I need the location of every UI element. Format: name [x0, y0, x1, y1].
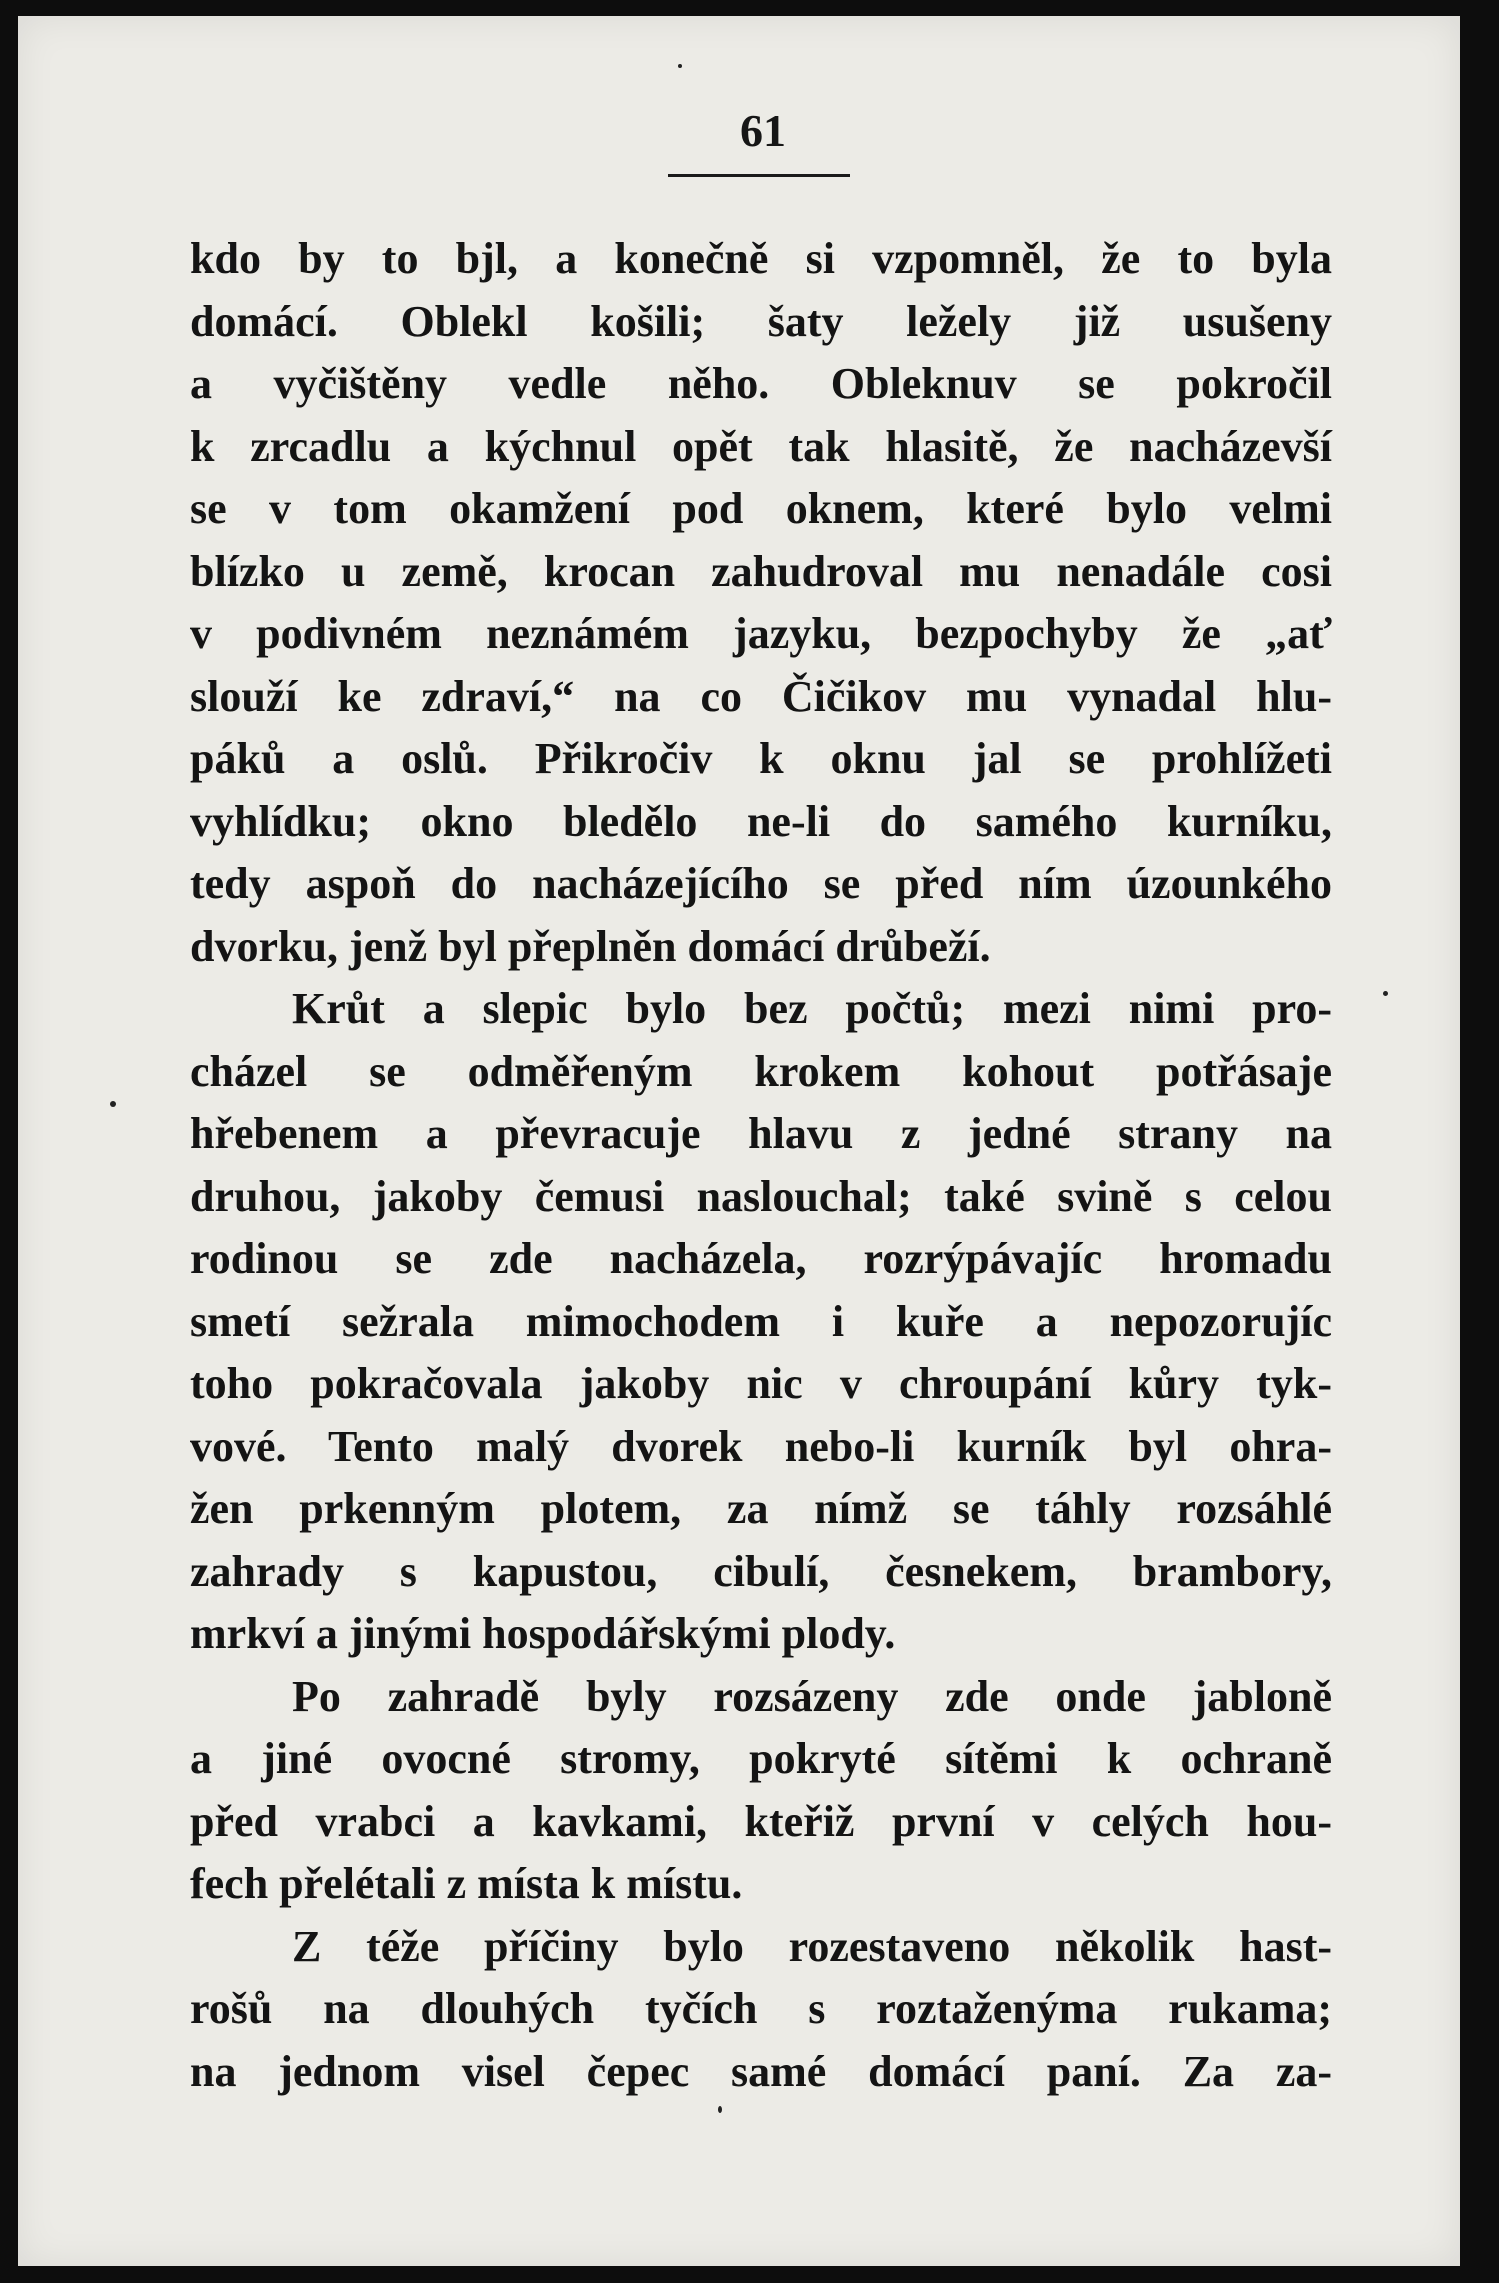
- text-line: zahrady s kapustou, cibulí, česnekem, brambory,: [190, 1546, 1332, 1596]
- text-line: slouží ke zdraví,“ na co Čičikov mu vynadal hlu-: [190, 671, 1332, 721]
- scan-speck: [110, 1101, 116, 1107]
- text-line: Z téže příčiny bylo rozestaveno několik hast-: [292, 1921, 1332, 1971]
- text-line: vyhlídku; okno bledělo ne-li do samého kurníku,: [190, 796, 1332, 846]
- text-line: páků a oslů. Přikročiv k oknu jal se prohlížeti: [190, 734, 1332, 783]
- paragraph-1: [190, 228, 1332, 978]
- text-line: v podivném neznámém jazyku, bezpochyby že „ať: [190, 609, 1332, 658]
- text-line: a jiné ovocné stromy, pokryté sítěmi k ochraně: [190, 1734, 1332, 1783]
- text-line: vové. Tento malý dvorek nebo-li kurník byl ohra-: [190, 1421, 1332, 1471]
- paragraph-3: [190, 1666, 1332, 1916]
- text-line: fech přelétali z místa k místu.: [190, 1859, 743, 1908]
- text-line: toho pokračovala jakoby nic v chroupání kůry tyk-: [190, 1359, 1332, 1408]
- text-line: Krůt a slepic bylo bez počtů; mezi nimi pro-: [292, 984, 1332, 1033]
- text-line: smetí sežrala mimochodem i kuře a nepozorujíc: [190, 1296, 1332, 1346]
- text-line: domácí. Oblekl košili; šaty ležely již usušeny: [190, 296, 1332, 346]
- text-line: mrkví a jinými hospodářskými plody.: [190, 1609, 896, 1658]
- text-line: se v tom okamžení pod oknem, které bylo velmi: [190, 484, 1332, 533]
- text-line: a vyčištěny vedle něho. Obleknuv se pokročil: [190, 359, 1332, 408]
- scan-speck: [1383, 991, 1388, 996]
- text-line: hřebenem a převracuje hlavu z jedné strany na: [190, 1109, 1332, 1158]
- text-line: žen prkenným plotem, za nímž se táhly rozsáhlé: [190, 1484, 1332, 1533]
- page-number-rule: [668, 174, 850, 177]
- text-line: k zrcadlu a kýchnul opět tak hlasitě, že nacházevší: [190, 421, 1332, 471]
- text-line: tedy aspoň do nacházejícího se před ním úzounkého: [190, 859, 1332, 908]
- page-number: 61: [740, 105, 786, 156]
- scan-speck: [678, 64, 682, 68]
- body-text: [190, 228, 1332, 2103]
- text-line: Po zahradě byly rozsázeny zde onde jabloně: [292, 1671, 1332, 1721]
- text-line: blízko u země, krocan zahudroval mu nenadále cosi: [190, 546, 1332, 596]
- paragraph-4: [190, 1916, 1332, 2104]
- text-line: na jednom visel čepec samé domácí paní. Za za-: [190, 2046, 1332, 2096]
- scan-speck: [718, 2106, 722, 2113]
- text-line: před vrabci a kavkami, kteřiž první v celých hou-: [190, 1796, 1332, 1846]
- text-line: rodinou se zde nacházela, rozrýpávajíc hromadu: [190, 1234, 1332, 1283]
- paragraph-2: [190, 978, 1332, 1666]
- text-line: rošů na dlouhých tyčích s roztaženýma rukama;: [190, 1984, 1332, 2033]
- book-page: [18, 16, 1460, 2266]
- text-line: cházel se odměřeným krokem kohout potřásaje: [190, 1046, 1332, 1096]
- text-line: kdo by to bjl, a konečně si vzpomněl, že to byla: [190, 234, 1332, 283]
- text-line: dvorku, jenž byl přeplněn domácí drůbeží.: [190, 921, 991, 971]
- text-line: druhou, jakoby čemusi naslouchal; také svině s celou: [190, 1171, 1332, 1221]
